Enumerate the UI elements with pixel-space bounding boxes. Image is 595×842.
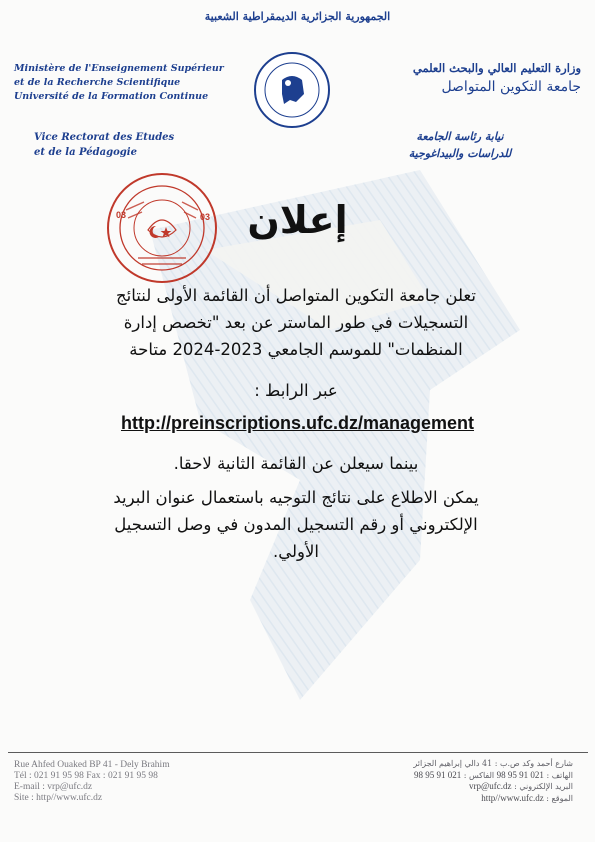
results-link[interactable]: http://preinscriptions.ufc.dz/management [120, 413, 475, 433]
second-list-note: بينما سيعلن عن القائمة الثانية لاحقا. [173, 454, 419, 473]
ministry-line: Ministère de l'Enseignement Supérieur [14, 63, 224, 74]
ministry-line-ar: وزارة التعليم العالي والبحث العلمي [412, 61, 581, 75]
footer-contact-french [14, 760, 274, 804]
vice-line-ar: للدراسات والبيداغوجية [408, 147, 512, 160]
ministry-line: et de la Recherche Scientifique [14, 77, 181, 88]
footer-email: E-mail : vrp@ufc.dz [14, 782, 93, 792]
footer-site-label-ar: الموقع : [546, 793, 573, 803]
footer-divider [8, 752, 588, 753]
footer-fax-ar: 021 91 95 98 [413, 769, 462, 780]
footer-email-label-ar: البريد الإلكتروني : [514, 782, 573, 791]
announcement-body: تعلن جامعة التكوين المتواصل أن القائمة الأولى لنتائج التسجيلات في طور الماستر عن بعد "تخصص إدارة المنظمات" للموسم الجامعي 2023-2024 متاحة [116, 286, 476, 359]
vice-line-ar: نيابة رئاسة الجامعة [416, 130, 504, 143]
university-logo [252, 50, 332, 130]
stamp-number: 03 [200, 212, 211, 222]
footer-site-ar: http//www.ufc.dz [481, 792, 544, 803]
stamp-number: 03 [116, 210, 127, 220]
via-link-label: عبر الرابط : [254, 381, 338, 400]
vice-rectorat-french [34, 130, 234, 160]
footer-email-ar: vrp@ufc.dz [469, 781, 512, 791]
footer-site: Site : http//www.ufc.dz [14, 793, 103, 803]
announcement-title: إعلان [247, 198, 348, 242]
university-line-ar: جامعة التكوين المتواصل [441, 79, 581, 95]
ministry-french [14, 62, 224, 104]
university-line: Université de la Formation Continue [14, 91, 209, 102]
vice-rectorat-arabic [375, 128, 545, 162]
footer-phone-ar: 021 91 95 98 [496, 769, 544, 780]
email-note: يمكن الاطلاع على نتائج التوجيه باستعمال عنوان البريد الإلكتروني أو رقم التسجيل المدون في وصل التسجيل الأولي. [113, 488, 479, 561]
footer-phone-label-ar: الهاتف : [546, 770, 573, 780]
vice-line: Vice Rectorat des Etudes [34, 132, 175, 143]
footer-address: Rue Ahfed Ouaked BP 41 - Dely Brahim [14, 760, 170, 770]
vice-line: et de la Pédagogie [34, 147, 137, 158]
footer-phone: Tél : 021 91 95 98 Fax : 021 91 95 98 [14, 771, 158, 781]
footer-fax-label-ar: الفاكس : [463, 770, 495, 780]
republic-title: الجمهورية الجزائرية الديمقراطية الشعبية [204, 10, 391, 23]
footer-address-ar: شارع أحمد وكد ص.ب : 41 دالي إبراهيم الجزائر [413, 759, 573, 768]
footer-contact-arabic [363, 758, 573, 804]
ministry-arabic [381, 60, 581, 98]
